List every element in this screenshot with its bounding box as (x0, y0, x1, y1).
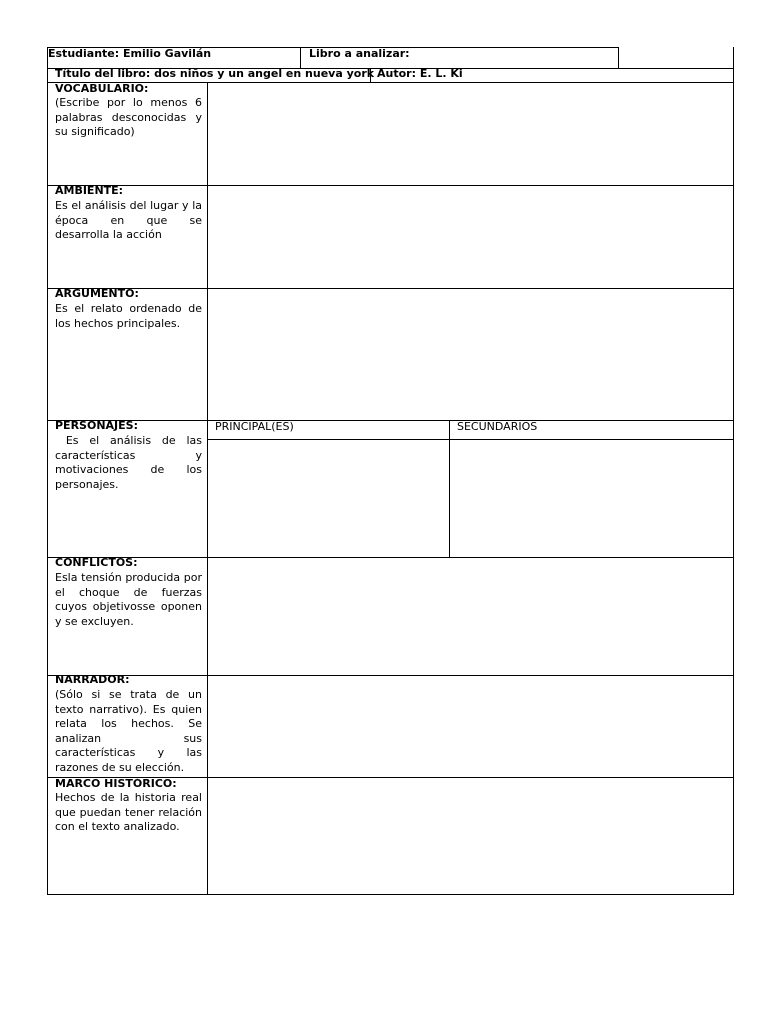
vocabulario-title: VOCABULARIO: (55, 82, 149, 95)
argumento-answer-area[interactable] (208, 289, 733, 420)
argumento-title: ARGUMENTO: (55, 287, 139, 300)
marco-historico-title: MARCO HISTÓRICO: (55, 777, 177, 790)
conflictos-answer-area[interactable] (208, 558, 733, 675)
vocabulario-answer-area[interactable] (208, 83, 733, 185)
principal-characters-answer-area[interactable] (208, 440, 449, 557)
author-field: Autor: E. L. Ki (377, 67, 463, 80)
student-field: Estudiante: Emilio Gavilán (48, 47, 212, 60)
narrador-description: (Sólo si se trata de un texto narrativo). Es quien relata los hechos. Se analizan sus características y las razones de su elección. (55, 688, 202, 774)
personajes-title: PERSONAJES: (55, 419, 138, 432)
table-right-border (733, 47, 734, 895)
conflictos-title: CONFLICTOS: (55, 556, 138, 569)
personajes-description: Es el análisis de las características y motivaciones de los personajes. (55, 434, 206, 491)
conflictos-description: Esla tensión producida por el choque de fuerzas cuyos objetivosse oponen y se excluyen. (55, 571, 202, 628)
vocabulario-description: (Escribe por lo menos 6 palabras desconocidas y su significado) (55, 96, 202, 139)
book-to-analyze-field: Libro a analizar: (309, 47, 410, 60)
narrador-answer-area[interactable] (208, 676, 733, 777)
table-left-border (47, 47, 48, 895)
table-bottom-border (47, 894, 734, 895)
principal-characters-header: PRINCIPAL(ES) (215, 420, 294, 433)
header-divider-1 (300, 47, 301, 68)
marco-historico-answer-area[interactable] (208, 778, 733, 894)
ambiente-title: AMBIENTE: (55, 184, 124, 197)
secondary-characters-answer-area[interactable] (450, 440, 733, 557)
marco-historico-description: Hechos de la historia real que puedan tener relación con el texto analizado. (55, 791, 202, 834)
secondary-characters-header: SECUNDARIOS (457, 420, 538, 433)
book-title-field: Título del libro: dos niños y un angel en nueva york (55, 67, 375, 80)
argumento-description: Es el relato ordenado de los hechos principales. (55, 302, 202, 330)
header-divider-2 (618, 47, 619, 68)
ambiente-description: Es el análisis del lugar y la época en que se desarrolla la acción (55, 199, 202, 242)
ambiente-answer-area[interactable] (208, 186, 733, 288)
narrador-title: NARRADOR: (55, 673, 130, 686)
separator-argumento (47, 420, 734, 421)
